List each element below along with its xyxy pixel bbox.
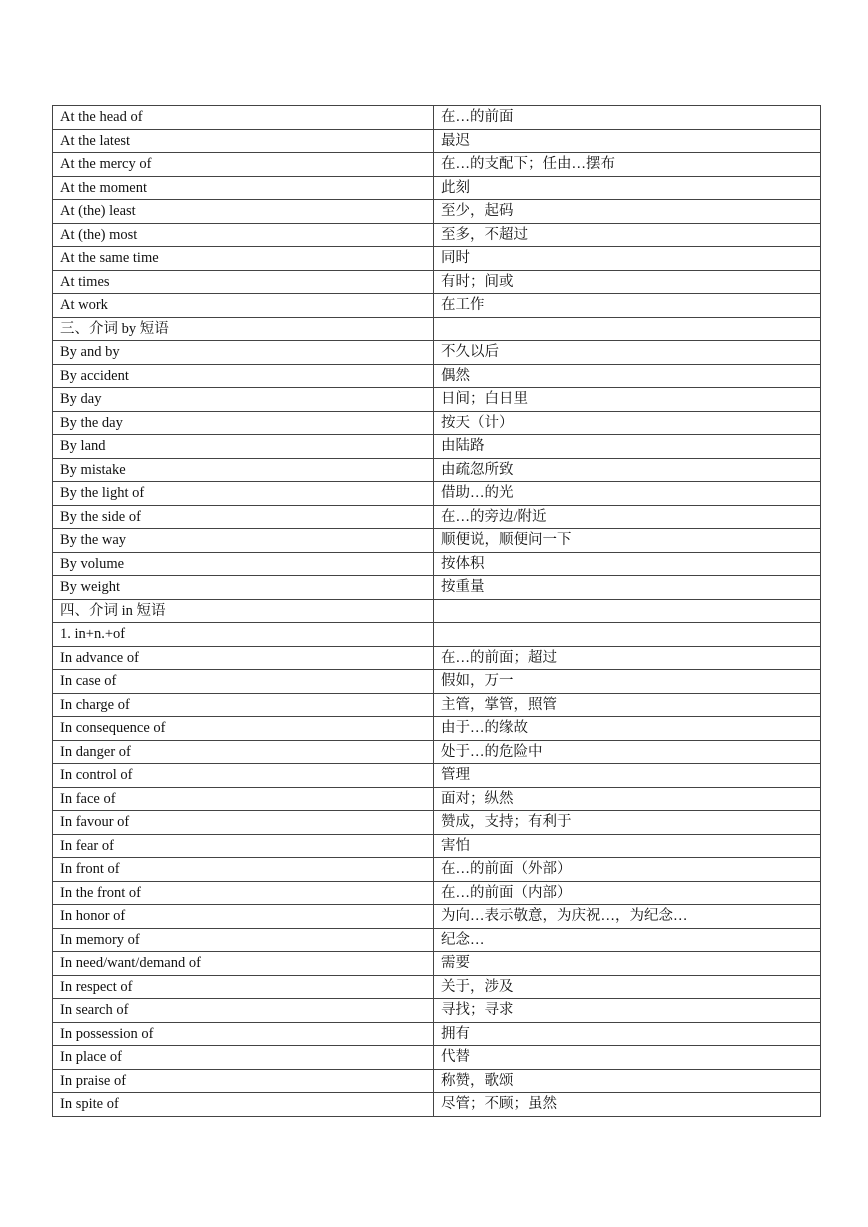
phrase-en: At the head of bbox=[53, 106, 434, 130]
phrase-table-body bbox=[53, 106, 821, 1117]
table-row bbox=[53, 740, 821, 764]
table-row bbox=[53, 411, 821, 435]
phrase-en: By the light of bbox=[53, 482, 434, 506]
table-row bbox=[53, 129, 821, 153]
phrase-en: In face of bbox=[53, 787, 434, 811]
phrase-en: At the moment bbox=[53, 176, 434, 200]
table-row bbox=[53, 364, 821, 388]
phrase-zh bbox=[434, 317, 821, 341]
table-row bbox=[53, 458, 821, 482]
table-row bbox=[53, 1046, 821, 1070]
phrase-zh: 在…的前面（内部） bbox=[434, 881, 821, 905]
phrase-zh: 尽管；不顾；虽然 bbox=[434, 1093, 821, 1117]
table-row bbox=[53, 341, 821, 365]
phrase-en: In honor of bbox=[53, 905, 434, 929]
phrase-en: In place of bbox=[53, 1046, 434, 1070]
phrase-en: By volume bbox=[53, 552, 434, 576]
phrase-zh: 寻找；寻求 bbox=[434, 999, 821, 1023]
phrase-en: In need/want/demand of bbox=[53, 952, 434, 976]
phrase-zh: 按体积 bbox=[434, 552, 821, 576]
phrase-zh: 代替 bbox=[434, 1046, 821, 1070]
phrase-en: In advance of bbox=[53, 646, 434, 670]
phrase-en: In search of bbox=[53, 999, 434, 1023]
phrase-zh: 至少，起码 bbox=[434, 200, 821, 224]
phrase-en: At work bbox=[53, 294, 434, 318]
phrase-en: In memory of bbox=[53, 928, 434, 952]
section-heading: 四、介词 in 短语 bbox=[53, 599, 434, 623]
table-row bbox=[53, 435, 821, 459]
phrase-en: By the day bbox=[53, 411, 434, 435]
table-row bbox=[53, 1022, 821, 1046]
table-row bbox=[53, 388, 821, 412]
phrase-zh: 由疏忽所致 bbox=[434, 458, 821, 482]
phrase-en: By mistake bbox=[53, 458, 434, 482]
phrase-zh: 纪念… bbox=[434, 928, 821, 952]
phrase-zh: 同时 bbox=[434, 247, 821, 271]
phrase-en: At the latest bbox=[53, 129, 434, 153]
phrase-en: In possession of bbox=[53, 1022, 434, 1046]
phrase-en: By and by bbox=[53, 341, 434, 365]
phrase-zh bbox=[434, 623, 821, 647]
table-row bbox=[53, 552, 821, 576]
section-heading-row bbox=[53, 599, 821, 623]
table-row bbox=[53, 670, 821, 694]
table-row bbox=[53, 247, 821, 271]
phrase-en: In front of bbox=[53, 858, 434, 882]
phrase-zh: 拥有 bbox=[434, 1022, 821, 1046]
table-row bbox=[53, 646, 821, 670]
table-row bbox=[53, 975, 821, 999]
section-heading-row bbox=[53, 317, 821, 341]
table-row bbox=[53, 881, 821, 905]
table-row bbox=[53, 153, 821, 177]
table-row bbox=[53, 811, 821, 835]
phrase-en: At the same time bbox=[53, 247, 434, 271]
table-row bbox=[53, 928, 821, 952]
table-row bbox=[53, 505, 821, 529]
phrase-en: By day bbox=[53, 388, 434, 412]
phrase-zh: 关于，涉及 bbox=[434, 975, 821, 999]
phrase-zh: 面对；纵然 bbox=[434, 787, 821, 811]
phrase-zh: 在…的前面；超过 bbox=[434, 646, 821, 670]
table-row bbox=[53, 176, 821, 200]
table-row bbox=[53, 200, 821, 224]
phrase-en: In danger of bbox=[53, 740, 434, 764]
phrase-en: In consequence of bbox=[53, 717, 434, 741]
phrase-zh: 顺便说，顺便问一下 bbox=[434, 529, 821, 553]
phrase-en: By accident bbox=[53, 364, 434, 388]
phrase-zh: 至多，不超过 bbox=[434, 223, 821, 247]
phrase-zh: 管理 bbox=[434, 764, 821, 788]
phrase-en: At times bbox=[53, 270, 434, 294]
phrase-en: In charge of bbox=[53, 693, 434, 717]
phrase-zh: 在…的前面（外部） bbox=[434, 858, 821, 882]
table-row bbox=[53, 717, 821, 741]
table-row bbox=[53, 787, 821, 811]
phrase-zh: 处于…的危险中 bbox=[434, 740, 821, 764]
phrase-zh: 在…的旁边/附近 bbox=[434, 505, 821, 529]
phrase-zh: 在…的支配下；任由…摆布 bbox=[434, 153, 821, 177]
phrase-zh: 赞成，支持；有利于 bbox=[434, 811, 821, 835]
phrase-zh: 由于…的缘故 bbox=[434, 717, 821, 741]
phrase-zh: 按重量 bbox=[434, 576, 821, 600]
phrase-en: In respect of bbox=[53, 975, 434, 999]
table-row bbox=[53, 834, 821, 858]
phrase-en: At (the) least bbox=[53, 200, 434, 224]
table-row bbox=[53, 693, 821, 717]
phrase-zh bbox=[434, 599, 821, 623]
phrase-en: By weight bbox=[53, 576, 434, 600]
phrase-en: In spite of bbox=[53, 1093, 434, 1117]
phrase-zh: 按天（计） bbox=[434, 411, 821, 435]
phrase-en: In case of bbox=[53, 670, 434, 694]
section-heading: 三、介词 by 短语 bbox=[53, 317, 434, 341]
table-row bbox=[53, 270, 821, 294]
phrase-en: By the side of bbox=[53, 505, 434, 529]
phrase-en: By land bbox=[53, 435, 434, 459]
phrase-zh: 借助…的光 bbox=[434, 482, 821, 506]
phrase-en: In control of bbox=[53, 764, 434, 788]
table-row bbox=[53, 294, 821, 318]
phrase-en: In favour of bbox=[53, 811, 434, 835]
table-row bbox=[53, 905, 821, 929]
phrase-zh: 主管，掌管，照管 bbox=[434, 693, 821, 717]
table-row bbox=[53, 999, 821, 1023]
phrase-zh: 需要 bbox=[434, 952, 821, 976]
table-row bbox=[53, 576, 821, 600]
phrase-zh: 日间；白日里 bbox=[434, 388, 821, 412]
phrase-zh: 害怕 bbox=[434, 834, 821, 858]
phrase-zh: 称赞，歌颂 bbox=[434, 1069, 821, 1093]
phrase-en: In the front of bbox=[53, 881, 434, 905]
table-row bbox=[53, 223, 821, 247]
phrase-zh: 最迟 bbox=[434, 129, 821, 153]
phrase-table bbox=[52, 105, 821, 1117]
table-row bbox=[53, 764, 821, 788]
table-row bbox=[53, 482, 821, 506]
table-row bbox=[53, 1093, 821, 1117]
subsection-heading-row bbox=[53, 623, 821, 647]
phrase-zh: 假如，万一 bbox=[434, 670, 821, 694]
phrase-en: In praise of bbox=[53, 1069, 434, 1093]
phrase-en: By the way bbox=[53, 529, 434, 553]
phrase-en: At (the) most bbox=[53, 223, 434, 247]
table-row bbox=[53, 952, 821, 976]
phrase-zh: 在工作 bbox=[434, 294, 821, 318]
phrase-en: At the mercy of bbox=[53, 153, 434, 177]
phrase-zh: 此刻 bbox=[434, 176, 821, 200]
phrase-zh: 由陆路 bbox=[434, 435, 821, 459]
table-row bbox=[53, 1069, 821, 1093]
phrase-zh: 不久以后 bbox=[434, 341, 821, 365]
phrase-zh: 在…的前面 bbox=[434, 106, 821, 130]
table-row bbox=[53, 858, 821, 882]
phrase-zh: 为向…表示敬意，为庆祝…，为纪念… bbox=[434, 905, 821, 929]
phrase-en: In fear of bbox=[53, 834, 434, 858]
table-row bbox=[53, 529, 821, 553]
table-row bbox=[53, 106, 821, 130]
phrase-zh: 有时；间或 bbox=[434, 270, 821, 294]
subsection-heading: 1. in+n.+of bbox=[53, 623, 434, 647]
phrase-zh: 偶然 bbox=[434, 364, 821, 388]
